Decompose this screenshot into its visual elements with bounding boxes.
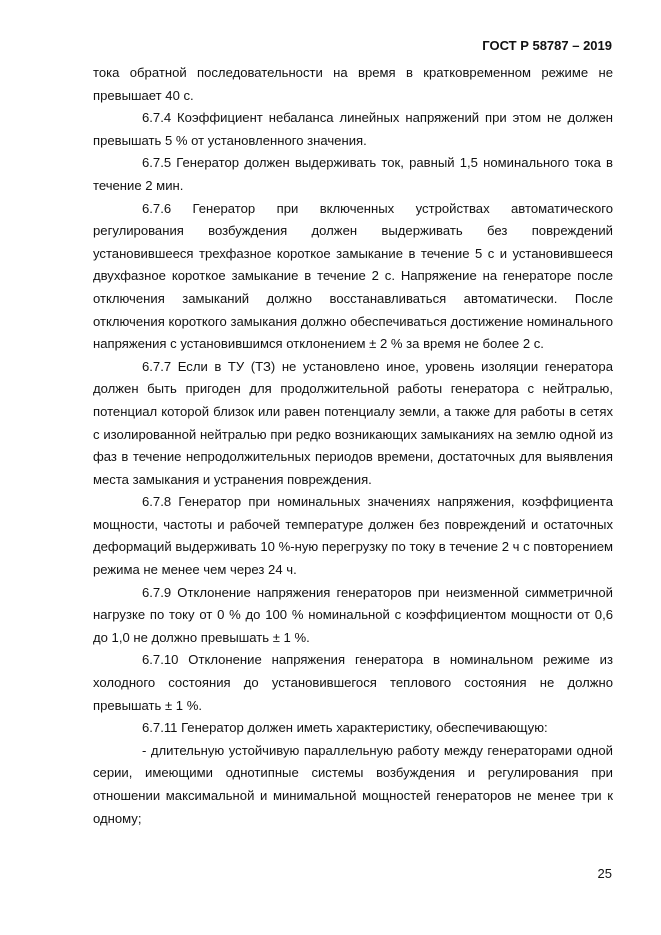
standard-code-header: ГОСТ Р 58787 – 2019: [482, 38, 612, 53]
paragraph-6-7-9: 6.7.9 Отклонение напряжения генераторов при неизменной симметричной нагрузке по току от 0 % до 100 % номинальной с коэффициентом мощности от 0,6 до 1,0 не должно превышать ± 1 %.: [93, 584, 613, 645]
paragraph-6-7-5: 6.7.5 Генератор должен выдерживать ток, равный 1,5 номинального тока в течение 2 мин.: [93, 155, 613, 193]
paragraph-6-7-7: 6.7.7 Если в ТУ (ТЗ) не установлено иное, уровень изоляции генератора должен быть пригоден для продолжительной работы генератора с нейтралью, потенциал которой близок или равен потенциалу земли, а также для работы в сетях с изолированной нейтралью при редко возникающих замыканиях на землю одной из фаз в течение непродолжительных периодов времени, достаточных для выявления места замыкания и устранения повреждения.: [93, 358, 613, 487]
paragraph-6-7-8: 6.7.8 Генератор при номинальных значениях напряжения, коэффициента мощности, частоты и рабочей температуре должен без повреждений и остаточных деформаций выдерживать 10 %-ную перегрузку по току в течение 2 ч с повторением режима не менее чем через 24 ч.: [93, 494, 613, 578]
paragraph-6-7-4: 6.7.4 Коэффициент небаланса линейных напряжений при этом не должен превышать 5 % от установленного значения.: [93, 110, 613, 148]
paragraph-6-7-10: 6.7.10 Отклонение напряжения генератора в номинальном режиме из холодного состояния до установившегося теплового состояния не должно превышать ± 1 %.: [93, 652, 613, 713]
paragraph-6-7-11: 6.7.11 Генератор должен иметь характеристику, обеспечивающую:: [142, 720, 548, 736]
list-item: - длительную устойчивую параллельную работу между генераторами одной серии, имеющими однотипные системы возбуждения и регулирования при отношении максимальной и минимальной мощностей генераторов не менее три к одному;: [93, 742, 613, 826]
page-number: 25: [597, 866, 612, 881]
paragraph-6-7-6: 6.7.6 Генератор при включенных устройствах автоматического регулирования возбуждения должен выдерживать без повреждений установившееся трехфазное короткое замыкание в течение 5 с и установившееся двухфазное короткое замыкание в течение 2 с. Напряжение на генераторе после отключения замыканий должно восстанавливаться автоматически. После отключения короткого замыкания должно обеспечиваться достижение номинального напряжения с установившимся отклонением ± 2 % за время не более 2 с.: [93, 200, 613, 352]
paragraph-continuation: тока обратной последовательности на время в кратковременном режиме не превышает 40 с.: [93, 65, 613, 103]
body-text: [93, 62, 613, 830]
